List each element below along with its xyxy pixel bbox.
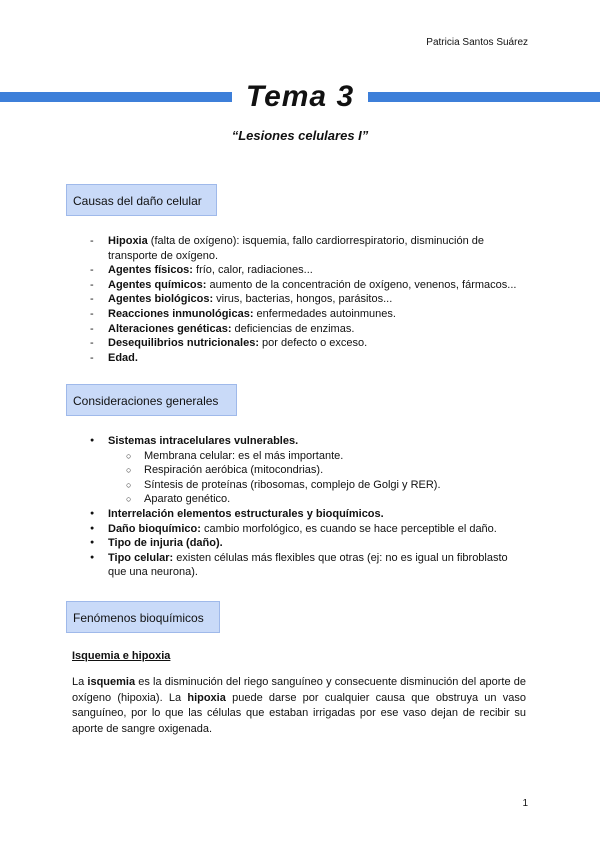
list-item: - Agentes biológicos: virus, bacterias, hongos, parásitos... xyxy=(90,292,526,307)
sub-list-item: ○ Membrana celular: es el más importante. xyxy=(126,449,526,464)
section-heading-causas: Causas del daño celular xyxy=(66,184,217,216)
page-number: 1 xyxy=(522,798,528,809)
list-item: - Reacciones inmunológicas: enfermedades autoinmunes. xyxy=(90,307,526,322)
sub-list xyxy=(108,449,526,507)
paragraph-isquemia: La isquemia es la disminución del riego sanguíneo y consecuente disminución del aporte de oxígeno (hipoxia). La hipoxia puede darse por cualquier causa que obstruya un vaso sanguíneo, por lo que las células que estaban irrigadas por ese vaso dejan de recibir su aporte de sangre oxigenada. xyxy=(72,676,527,735)
section-heading-fenomenos: Fenómenos bioquímicos xyxy=(66,601,220,633)
sub-list-item: ○ Aparato genético. xyxy=(126,492,526,507)
consideraciones-list xyxy=(90,434,526,580)
list-item: ● Interrelación elementos estructurales y bioquímicos. xyxy=(90,507,526,522)
list-item: ● Daño bioquímico: cambio morfológico, es cuando se hace perceptible el daño. xyxy=(90,522,526,537)
page-subtitle: “Lesiones celulares I” xyxy=(231,128,369,143)
title-banner xyxy=(0,80,600,116)
sub-list-item: ○ Respiración aeróbica (mitocondrias). xyxy=(126,463,526,478)
list-item: ● Sistemas intracelulares vulnerables. ○ Membrana celular: es el más importante. ○ Respiración aeróbica (mitocondrias). ○ Síntesis de proteínas (ribosomas, complejo de Golgi y RER). ○ Aparato genético. xyxy=(90,434,526,507)
subheading-isquemia: Isquemia e hipoxia xyxy=(72,650,171,662)
list-item: - Hipoxia (falta de oxígeno): isquemia, fallo cardiorrespiratorio, disminución de transporte de oxígeno. xyxy=(90,234,526,263)
author-name: Patricia Santos Suárez xyxy=(426,37,528,48)
list-item: ● Tipo celular: existen células más flexibles que otras (ej: no es igual un fibroblasto que una neurona). xyxy=(90,551,526,580)
list-item: ● Tipo de injuria (daño). xyxy=(90,536,526,551)
title-bar-right xyxy=(368,92,600,102)
title-bar-left xyxy=(0,92,232,102)
causas-list xyxy=(90,234,526,365)
list-item: - Agentes químicos: aumento de la concentración de oxígeno, venenos, fármacos... xyxy=(90,278,526,293)
list-item: - Desequilibrios nutricionales: por defecto o exceso. xyxy=(90,336,526,351)
list-item: - Agentes físicos: frío, calor, radiaciones... xyxy=(90,263,526,278)
list-item: - Edad. xyxy=(90,351,526,366)
section-heading-consideraciones: Consideraciones generales xyxy=(66,384,237,416)
list-item: - Alteraciones genéticas: deficiencias de enzimas. xyxy=(90,322,526,337)
page-title: Tema 3 xyxy=(245,80,355,113)
sub-list-item: ○ Síntesis de proteínas (ribosomas, complejo de Golgi y RER). xyxy=(126,478,526,493)
